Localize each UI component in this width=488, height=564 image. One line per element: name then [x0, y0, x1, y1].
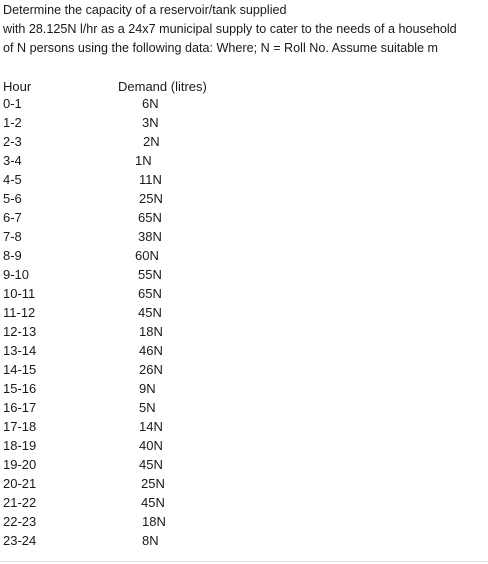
demand-cell: 8N [142, 533, 159, 548]
demand-column-header: Demand (litres) [118, 79, 207, 94]
demand-cell: 18N [142, 514, 166, 529]
hour-cell: 22-23 [3, 514, 37, 529]
table-row [0, 455, 488, 474]
demand-cell: 1N [135, 153, 152, 168]
hour-cell: 13-14 [3, 343, 37, 358]
demand-cell: 55N [138, 267, 162, 282]
demand-cell: 2N [143, 134, 160, 149]
hour-column-header: Hour [3, 79, 32, 94]
hour-cell: 19-20 [3, 457, 37, 472]
demand-cell: 45N [139, 457, 163, 472]
demand-cell: 25N [139, 191, 163, 206]
demand-cell: 3N [142, 115, 159, 130]
table-row [0, 531, 488, 550]
hour-cell: 5-6 [3, 191, 22, 206]
hour-cell: 9-10 [3, 267, 30, 282]
hour-cell: 10-11 [3, 286, 36, 301]
hour-cell: 18-19 [3, 438, 37, 453]
bottom-divider [0, 561, 488, 562]
hour-cell: 23-24 [3, 533, 37, 548]
hour-cell: 15-16 [3, 381, 37, 396]
demand-cell: 45N [138, 305, 162, 320]
hour-cell: 6-7 [3, 210, 22, 225]
demand-cell: 65N [138, 210, 162, 225]
hour-cell: 20-21 [3, 476, 37, 491]
hour-cell: 0-1 [3, 96, 22, 111]
problem-line: Determine the capacity of a reservoir/tank supplied [3, 3, 287, 17]
table-row [0, 436, 488, 455]
problem-line: of N persons using the following data: Where; N = Roll No. Assume suitable m [3, 41, 439, 55]
hour-cell: 12-13 [3, 324, 37, 339]
hour-cell: 3-4 [3, 153, 22, 168]
problem-statement [3, 1, 488, 58]
table-row [0, 512, 488, 531]
demand-cell: 11N [139, 172, 162, 187]
demand-cell: 60N [135, 248, 159, 263]
table-row [0, 94, 488, 113]
table-row [0, 227, 488, 246]
demand-cell: 38N [138, 229, 162, 244]
demand-table [0, 94, 488, 550]
hour-cell: 7-8 [3, 229, 22, 244]
demand-cell: 46N [139, 343, 163, 358]
table-row [0, 474, 488, 493]
demand-cell: 65N [138, 286, 162, 301]
hour-cell: 8-9 [3, 248, 22, 263]
hour-cell: 4-5 [3, 172, 22, 187]
demand-cell: 26N [139, 362, 163, 377]
table-row [0, 341, 488, 360]
hour-cell: 11-12 [3, 305, 36, 320]
table-row [0, 189, 488, 208]
hour-cell: 21-22 [3, 495, 37, 510]
table-row [0, 246, 488, 265]
table-row [0, 132, 488, 151]
hour-cell: 14-15 [3, 362, 37, 377]
demand-cell: 18N [139, 324, 163, 339]
table-row [0, 379, 488, 398]
demand-cell: 45N [141, 495, 165, 510]
table-row [0, 113, 488, 132]
hour-cell: 2-3 [3, 134, 22, 149]
table-row [0, 360, 488, 379]
table-row [0, 265, 488, 284]
table-row [0, 417, 488, 436]
table-row [0, 303, 488, 322]
problem-line: with 28.125N l/hr as a 24x7 municipal supply to cater to the needs of a household [3, 22, 457, 36]
demand-cell: 5N [139, 400, 156, 415]
table-row [0, 398, 488, 417]
hour-cell: 17-18 [3, 419, 37, 434]
hour-cell: 16-17 [3, 400, 37, 415]
demand-cell: 25N [141, 476, 165, 491]
demand-cell: 6N [142, 96, 159, 111]
table-row [0, 284, 488, 303]
table-row [0, 493, 488, 512]
table-row [0, 322, 488, 341]
table-row [0, 208, 488, 227]
demand-cell: 9N [139, 381, 156, 396]
demand-cell: 14N [139, 419, 163, 434]
table-row [0, 170, 488, 189]
hour-cell: 1-2 [3, 115, 22, 130]
table-row [0, 151, 488, 170]
demand-cell: 40N [139, 438, 163, 453]
